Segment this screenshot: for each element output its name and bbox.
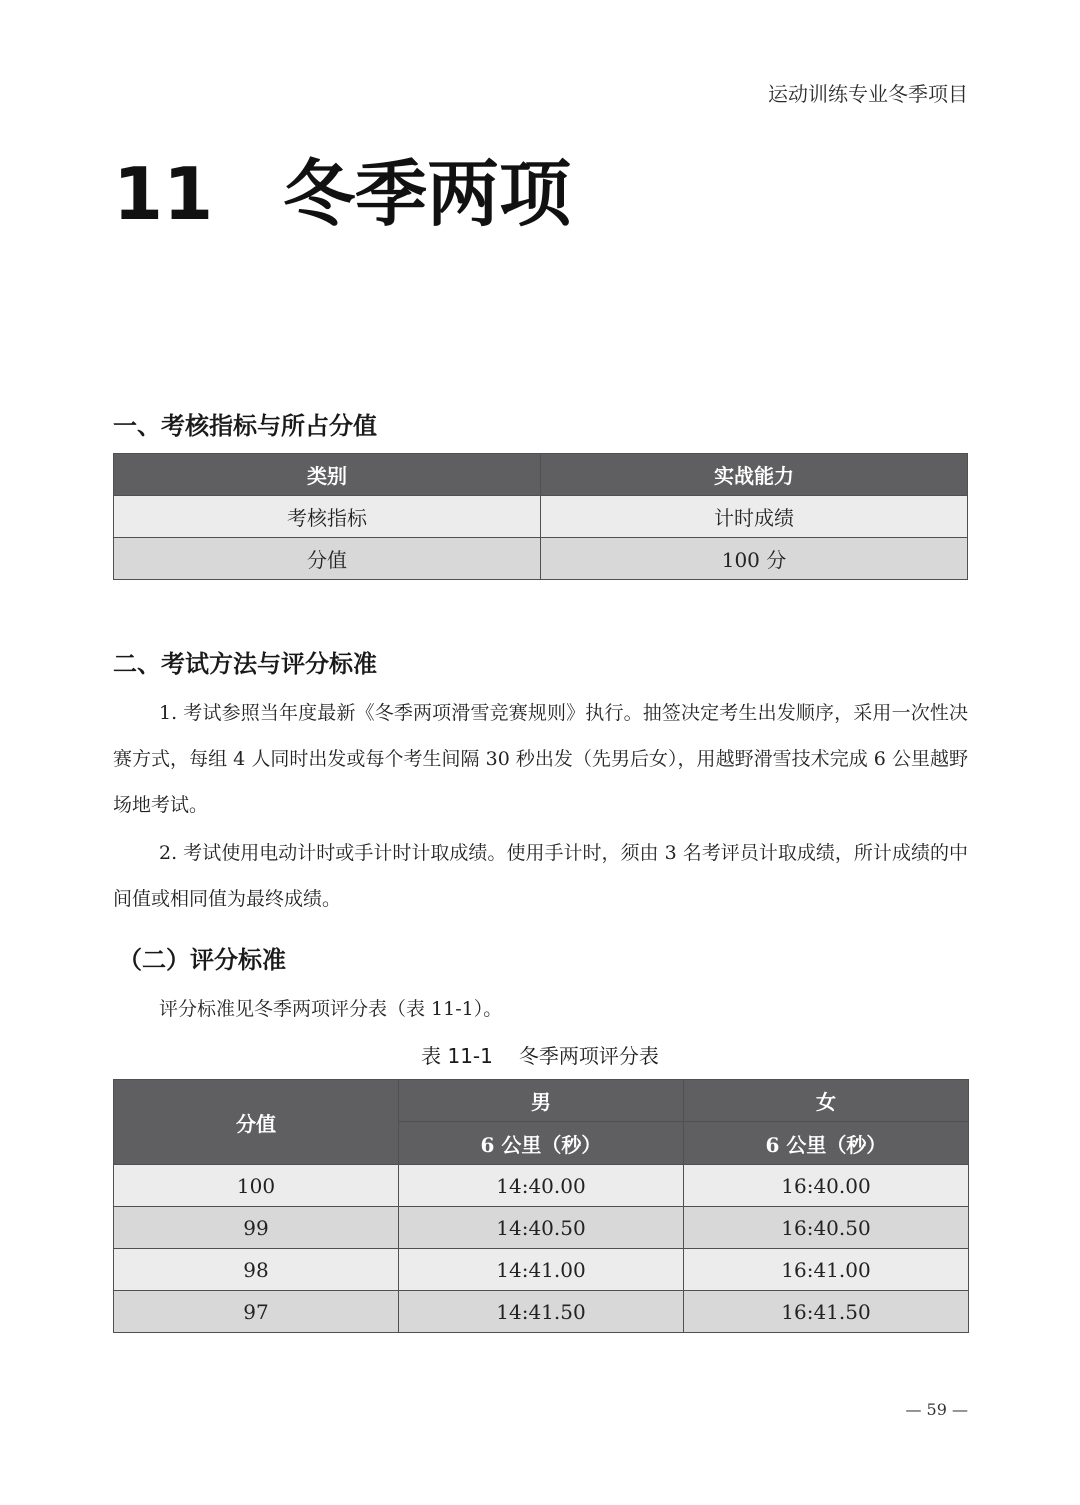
indicator-table-header-row <box>114 454 968 496</box>
exam-method-paragraph-2: 2. 考试使用电动计时或手计时计取成绩。使用手计时，须由 3 名考评员计取成绩，所计成绩的中间值或相同值为最终成绩。 <box>113 842 968 910</box>
table-cell: 98 <box>114 1249 399 1291</box>
table-cell: 100 分 <box>541 538 968 580</box>
section1-heading: 一、考核指标与所占分值 <box>113 412 377 440</box>
table-cell: 16:41.50 <box>684 1291 969 1333</box>
table-row <box>114 1291 969 1333</box>
table-cell: 14:40.00 <box>399 1165 684 1207</box>
score-header-male: 男 <box>399 1080 684 1122</box>
table-cell: 16:41.00 <box>684 1249 969 1291</box>
running-head: 运动训练专业冬季项目 <box>768 82 968 106</box>
score-header-female: 女 <box>684 1080 969 1122</box>
exam-method-paragraph-1: 1. 考试参照当年度最新《冬季两项滑雪竞赛规则》执行。抽签决定考生出发顺序，采用一次性决赛方式，每组 4 人同时出发或每个考生间隔 30 秒出发（先男后女），用越野滑雪技术完成 6 公里越野场地考试。 <box>113 702 968 816</box>
score-table <box>113 1079 969 1333</box>
chapter-title <box>113 152 572 236</box>
table-cell: 97 <box>114 1291 399 1333</box>
table-cell: 16:40.50 <box>684 1207 969 1249</box>
chapter-name: 冬季两项 <box>283 152 572 236</box>
table-caption-title: 冬季两项评分表 <box>518 1044 659 1068</box>
indicator-header-ability: 实战能力 <box>541 454 968 496</box>
table-caption-number: 表 11-1 <box>421 1044 493 1068</box>
table-cell: 计时成绩 <box>541 496 968 538</box>
table-row <box>114 538 968 580</box>
table-row <box>114 1249 969 1291</box>
table-row <box>114 1165 969 1207</box>
table-cell: 考核指标 <box>114 496 541 538</box>
score-subheader-female: 6 公里（秒） <box>684 1122 969 1165</box>
indicator-table <box>113 453 968 580</box>
score-header-score: 分值 <box>114 1080 399 1165</box>
chapter-number: 11 <box>113 152 214 236</box>
table-row <box>114 1207 969 1249</box>
table-row <box>114 496 968 538</box>
table-cell: 99 <box>114 1207 399 1249</box>
scoring-subheading: （二）评分标准 <box>118 946 286 974</box>
table-cell: 14:41.00 <box>399 1249 684 1291</box>
section2-heading: 二、考试方法与评分标准 <box>113 650 377 678</box>
table-cell: 分值 <box>114 538 541 580</box>
table-caption <box>0 1040 1080 1069</box>
table-cell: 14:40.50 <box>399 1207 684 1249</box>
table-cell: 100 <box>114 1165 399 1207</box>
score-table-header-row <box>114 1080 969 1122</box>
page-number: — 59 — <box>905 1400 968 1419</box>
table-cell: 16:40.00 <box>684 1165 969 1207</box>
scoring-intro: 评分标准见冬季两项评分表（表 11-1）。 <box>159 998 503 1020</box>
score-subheader-male: 6 公里（秒） <box>399 1122 684 1165</box>
indicator-header-category: 类别 <box>114 454 541 496</box>
table-cell: 14:41.50 <box>399 1291 684 1333</box>
